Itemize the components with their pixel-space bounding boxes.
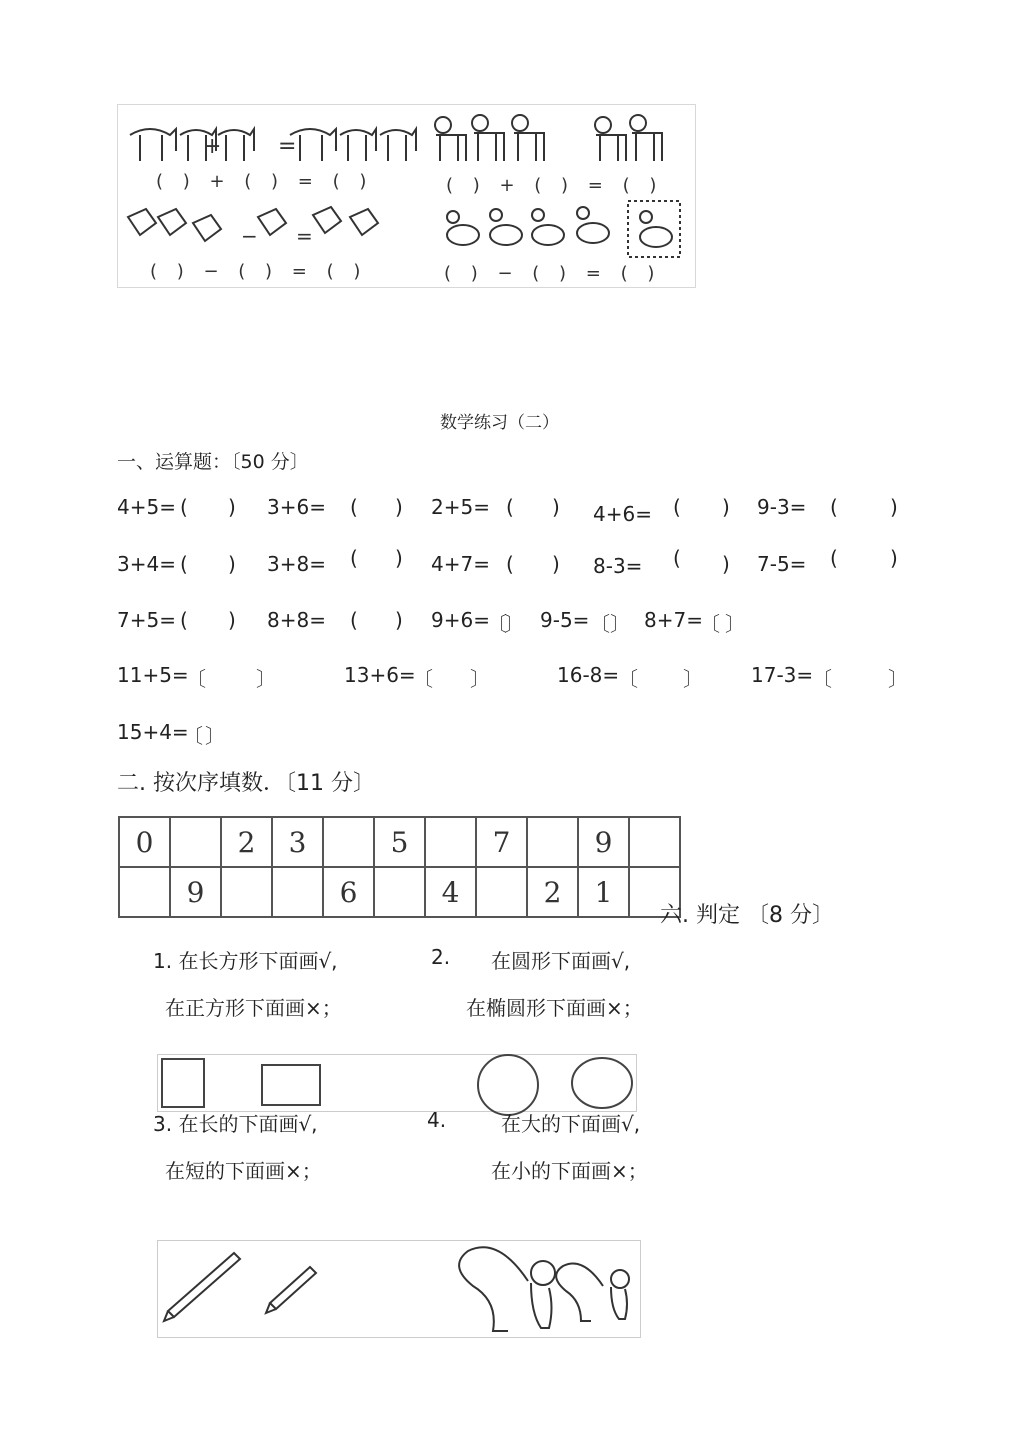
q4-line1: 在大的下面画√, [501, 1112, 641, 1136]
arith-item: 9-5= [540, 608, 590, 632]
seq-cell[interactable] [221, 867, 272, 917]
seq-cell[interactable] [374, 867, 425, 917]
seq-cell[interactable] [629, 817, 680, 867]
equation-row2-left: ( ) − ( ) = ( ) [150, 261, 361, 282]
paren-open: ( [506, 495, 514, 519]
pencils-squirrels-picture [157, 1240, 641, 1338]
paren-open: ( [673, 495, 681, 519]
equation-row1-left: ( ) + ( ) = ( ) [156, 171, 367, 192]
big-squirrel-icon [459, 1247, 555, 1331]
seq-cell[interactable] [425, 817, 476, 867]
q3-line2: 在短的下面画×； [165, 1159, 322, 1183]
arith-item: 9+6= [431, 608, 490, 632]
arith-item: 7-5= [757, 552, 807, 576]
arith-item: 2+5= [431, 495, 490, 519]
bracket-close: 〕 [205, 724, 225, 748]
equation-row1-right: ( ) + ( ) = ( ) [446, 175, 657, 196]
paren-close: ) [228, 552, 236, 576]
rectangle-shape [262, 1065, 320, 1105]
bracket-close: 〕 [725, 612, 745, 636]
q4-number: 4. [427, 1108, 447, 1132]
bracket-close: 〕 [470, 667, 490, 691]
arith-item: 4+7= [431, 552, 490, 576]
q2-line2: 在椭圆形下面画×； [466, 996, 643, 1020]
seq-cell: 9 [578, 817, 629, 867]
arith-item: 3+6= [267, 495, 326, 519]
paren-open: ( [180, 608, 188, 632]
paren-open: ( [506, 552, 514, 576]
arith-item: 3+4= [117, 552, 176, 576]
paren-close: ) [890, 495, 898, 519]
section2-heading: 二. 按次序填数．〔11 分〕 [117, 771, 375, 796]
bracket-close: 〕 [683, 667, 703, 691]
section1-heading: 一、运算题：〔50 分〕 [117, 451, 309, 473]
paren-close: ) [228, 495, 236, 519]
bracket-open: 〔 [186, 667, 206, 691]
paren-open: ( [673, 546, 681, 570]
seq-cell: 2 [527, 867, 578, 917]
arith-item: 9-3= [757, 495, 807, 519]
paren-open: ( [350, 608, 358, 632]
seq-cell[interactable] [527, 817, 578, 867]
sequence-row-1 [119, 817, 680, 867]
q4-line2: 在小的下面画×； [491, 1159, 648, 1183]
paren-open: ( [350, 546, 358, 570]
arith-item: 17-3= [751, 663, 814, 687]
arith-item: 8+8= [267, 608, 326, 632]
paren-open: ( [180, 495, 188, 519]
seq-cell[interactable] [272, 867, 323, 917]
arith-item: 8+7= [644, 608, 703, 632]
ducks-group [447, 201, 680, 257]
arith-item: 16-8= [557, 663, 620, 687]
arith-item: 11+5= [117, 663, 189, 687]
paren-open: ( [180, 552, 188, 576]
seq-cell: 6 [323, 867, 374, 917]
seq-cell[interactable] [323, 817, 374, 867]
seq-cell: 1 [578, 867, 629, 917]
seq-cell[interactable] [170, 817, 221, 867]
seq-cell: 0 [119, 817, 170, 867]
bracket-close: 〕 [888, 667, 908, 691]
svg-text:−: − [241, 224, 258, 248]
bracket-open: 〔 [618, 667, 638, 691]
paren-close: ) [395, 495, 403, 519]
paren-close: ) [395, 546, 403, 570]
paren-close: ) [722, 552, 730, 576]
seq-cell[interactable] [476, 867, 527, 917]
svg-text:=: = [278, 134, 297, 159]
bracket-open: 〔 [487, 612, 507, 636]
arith-item: 13+6= [344, 663, 416, 687]
arith-item: 4+6= [593, 502, 652, 526]
small-squirrel-icon [556, 1264, 629, 1322]
bracket-open: 〔 [700, 612, 720, 636]
seq-cell: 3 [272, 817, 323, 867]
arith-item: 4+5= [117, 495, 176, 519]
bracket-close: 〕 [610, 612, 630, 636]
bracket-open: 〔 [812, 667, 832, 691]
section6-heading: 六. 判定 〔8 分〕 [660, 903, 834, 928]
svg-text:=: = [296, 224, 313, 248]
svg-text:+: + [203, 134, 222, 159]
seq-cell: 2 [221, 817, 272, 867]
paren-close: ) [395, 608, 403, 632]
paren-open: ( [830, 546, 838, 570]
paren-close: ) [890, 546, 898, 570]
page-title: 数学练习（二） [440, 413, 559, 433]
q3-line1: 3. 在长的下面画√, [153, 1112, 318, 1136]
arith-item: 7+5= [117, 608, 176, 632]
seq-cell: 7 [476, 817, 527, 867]
bracket-open: 〔 [413, 667, 433, 691]
bracket-close: 〕 [504, 612, 524, 636]
pencils-squirrels-illustration [158, 1241, 640, 1337]
arith-item: 3+8= [267, 552, 326, 576]
bracket-open: 〔 [590, 612, 610, 636]
equation-row2-right: ( ) − ( ) = ( ) [444, 263, 655, 284]
long-pencil-icon [164, 1253, 240, 1321]
bracket-close: 〕 [256, 667, 276, 691]
circle-shape [478, 1055, 538, 1115]
short-pencil-icon [266, 1267, 316, 1313]
paren-close: ) [228, 608, 236, 632]
sequence-row-2 [119, 867, 680, 917]
seq-cell[interactable] [119, 867, 170, 917]
sequence-table [118, 816, 681, 918]
paren-close: ) [722, 495, 730, 519]
ellipse-shape [572, 1058, 632, 1108]
paren-close: ) [552, 552, 560, 576]
shapes-picture [157, 1054, 637, 1112]
arith-item: 8-3= [593, 554, 643, 578]
q1-line1: 1. 在长方形下面画√, [153, 949, 338, 973]
square-shape [162, 1059, 204, 1107]
paren-open: ( [350, 495, 358, 519]
goats-group [435, 115, 662, 161]
top-picture-strip [117, 104, 696, 288]
seq-cell: 4 [425, 867, 476, 917]
q2-number: 2. [431, 945, 451, 969]
q2-line1: 在圆形下面画√, [491, 949, 631, 973]
seq-cell: 5 [374, 817, 425, 867]
q1-line2: 在正方形下面画×； [165, 996, 342, 1020]
paren-open: ( [830, 495, 838, 519]
paren-close: ) [552, 495, 560, 519]
horses-group [130, 129, 416, 161]
arith-item: 15+4= [117, 720, 189, 744]
seq-cell: 9 [170, 867, 221, 917]
bracket-open: 〔 [183, 724, 203, 748]
animals-illustration [118, 105, 695, 287]
